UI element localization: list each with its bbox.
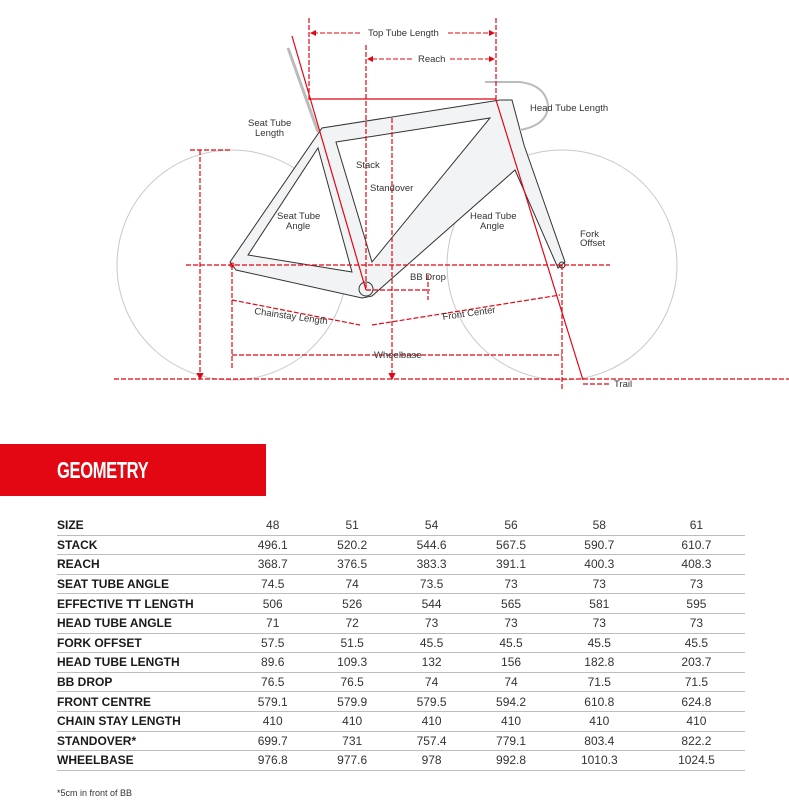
value-cell: 410 — [312, 711, 391, 731]
table-row — [57, 633, 745, 653]
value-cell: 89.6 — [233, 653, 312, 673]
label-seat-tube-length-1: Seat Tube — [248, 118, 292, 129]
value-cell: 73 — [551, 574, 648, 594]
value-cell: 400.3 — [551, 555, 648, 575]
value-cell: 71.5 — [648, 672, 745, 692]
value-cell: 731 — [312, 731, 391, 751]
label-head-tube-length: Head Tube Length — [530, 103, 609, 114]
value-cell: 624.8 — [648, 692, 745, 712]
table-row — [57, 653, 745, 673]
value-cell: 74 — [392, 672, 471, 692]
value-cell: 45.5 — [392, 633, 471, 653]
value-cell: 544.6 — [392, 535, 471, 555]
value-cell: 74 — [312, 574, 391, 594]
row-label: EFFECTIVE TT LENGTH — [57, 594, 233, 614]
value-cell: 74 — [471, 672, 550, 692]
value-cell: 45.5 — [471, 633, 550, 653]
table-row — [57, 574, 745, 594]
value-cell: 109.3 — [312, 653, 391, 673]
value-cell: 73 — [392, 613, 471, 633]
size-cell: 61 — [648, 516, 745, 535]
label-chainstay-length: Chainstay Length — [253, 306, 329, 328]
row-label: FRONT CENTRE — [57, 692, 233, 712]
value-cell: 57.5 — [233, 633, 312, 653]
value-cell: 595 — [648, 594, 745, 614]
row-label: SEAT TUBE ANGLE — [57, 574, 233, 594]
value-cell: 579.1 — [233, 692, 312, 712]
value-cell: 581 — [551, 594, 648, 614]
label-reach: Reach — [418, 54, 446, 65]
table-row — [57, 711, 745, 731]
value-cell: 410 — [551, 711, 648, 731]
table-row — [57, 692, 745, 712]
table-row — [57, 613, 745, 633]
row-label: BB DROP — [57, 672, 233, 692]
value-cell: 526 — [312, 594, 391, 614]
value-cell: 74.5 — [233, 574, 312, 594]
value-cell: 73 — [551, 613, 648, 633]
size-cell: 56 — [471, 516, 550, 535]
value-cell: 73 — [471, 613, 550, 633]
label-seat-tube-length-2: Length — [255, 128, 285, 139]
value-cell: 579.9 — [312, 692, 391, 712]
value-cell: 73 — [648, 613, 745, 633]
table-row — [57, 555, 745, 575]
label-fork-offset-2: Offset — [580, 238, 606, 249]
row-label: FORK OFFSET — [57, 633, 233, 653]
row-label: HEAD TUBE LENGTH — [57, 653, 233, 673]
value-cell: 132 — [392, 653, 471, 673]
label-head-tube-angle-1: Head Tube — [470, 211, 517, 222]
table-header-row — [57, 516, 745, 535]
value-cell: 73.5 — [392, 574, 471, 594]
value-cell: 977.6 — [312, 751, 391, 771]
value-cell: 368.7 — [233, 555, 312, 575]
label-stack: Stack — [356, 160, 380, 171]
value-cell: 376.5 — [312, 555, 391, 575]
value-cell: 699.7 — [233, 731, 312, 751]
row-label: CHAIN STAY LENGTH — [57, 711, 233, 731]
label-seat-tube-angle-2: Angle — [286, 221, 311, 232]
value-cell: 610.7 — [648, 535, 745, 555]
value-cell: 391.1 — [471, 555, 550, 575]
value-cell: 579.5 — [392, 692, 471, 712]
value-cell: 506 — [233, 594, 312, 614]
value-cell: 410 — [392, 711, 471, 731]
value-cell: 822.2 — [648, 731, 745, 751]
row-label: STACK — [57, 535, 233, 555]
value-cell: 978 — [392, 751, 471, 771]
label-fork-offset-1: Fork — [580, 229, 599, 240]
row-label: REACH — [57, 555, 233, 575]
table-row — [57, 731, 745, 751]
value-cell: 76.5 — [233, 672, 312, 692]
label-top-tube-length: Top Tube Length — [368, 28, 439, 39]
value-cell: 544 — [392, 594, 471, 614]
table-row — [57, 594, 745, 614]
value-cell: 757.4 — [392, 731, 471, 751]
value-cell: 1010.3 — [551, 751, 648, 771]
size-cell: 54 — [392, 516, 471, 535]
value-cell: 496.1 — [233, 535, 312, 555]
value-cell: 590.7 — [551, 535, 648, 555]
table-row — [57, 751, 745, 771]
size-cell: 48 — [233, 516, 312, 535]
label-front-center: Front Center — [441, 304, 497, 323]
label-head-tube-angle-2: Angle — [480, 221, 505, 232]
footnote: *5cm in front of BB — [57, 788, 133, 798]
label-standover: Standover — [370, 183, 414, 194]
geometry-table — [57, 516, 745, 771]
value-cell: 1024.5 — [648, 751, 745, 771]
value-cell: 76.5 — [312, 672, 391, 692]
value-cell: 45.5 — [551, 633, 648, 653]
value-cell: 565 — [471, 594, 550, 614]
value-cell: 779.1 — [471, 731, 550, 751]
table-row — [57, 672, 745, 692]
value-cell: 203.7 — [648, 653, 745, 673]
value-cell: 73 — [471, 574, 550, 594]
value-cell: 520.2 — [312, 535, 391, 555]
value-cell: 383.3 — [392, 555, 471, 575]
label-wheelbase: Wheelbase — [374, 350, 422, 361]
geometry-banner — [0, 444, 266, 496]
value-cell: 73 — [648, 574, 745, 594]
value-cell: 976.8 — [233, 751, 312, 771]
value-cell: 803.4 — [551, 731, 648, 751]
value-cell: 45.5 — [648, 633, 745, 653]
seatpost — [288, 48, 318, 132]
value-cell: 51.5 — [312, 633, 391, 653]
row-label: SIZE — [57, 516, 233, 535]
label-bb-drop: BB Drop — [410, 272, 446, 283]
size-cell: 51 — [312, 516, 391, 535]
value-cell: 71 — [233, 613, 312, 633]
value-cell: 182.8 — [551, 653, 648, 673]
label-seat-tube-angle-1: Seat Tube — [277, 211, 321, 222]
row-label: STANDOVER* — [57, 731, 233, 751]
section-title: GEOMETRY — [57, 457, 149, 483]
value-cell: 410 — [471, 711, 550, 731]
row-label: WHEELBASE — [57, 751, 233, 771]
value-cell: 156 — [471, 653, 550, 673]
value-cell: 408.3 — [648, 555, 745, 575]
label-trail: Trail — [614, 379, 633, 390]
table-row — [57, 535, 745, 555]
value-cell: 410 — [233, 711, 312, 731]
value-cell: 567.5 — [471, 535, 550, 555]
value-cell: 594.2 — [471, 692, 550, 712]
value-cell: 72 — [312, 613, 391, 633]
size-cell: 58 — [551, 516, 648, 535]
row-label: HEAD TUBE ANGLE — [57, 613, 233, 633]
value-cell: 71.5 — [551, 672, 648, 692]
value-cell: 610.8 — [551, 692, 648, 712]
value-cell: 410 — [648, 711, 745, 731]
value-cell: 992.8 — [471, 751, 550, 771]
